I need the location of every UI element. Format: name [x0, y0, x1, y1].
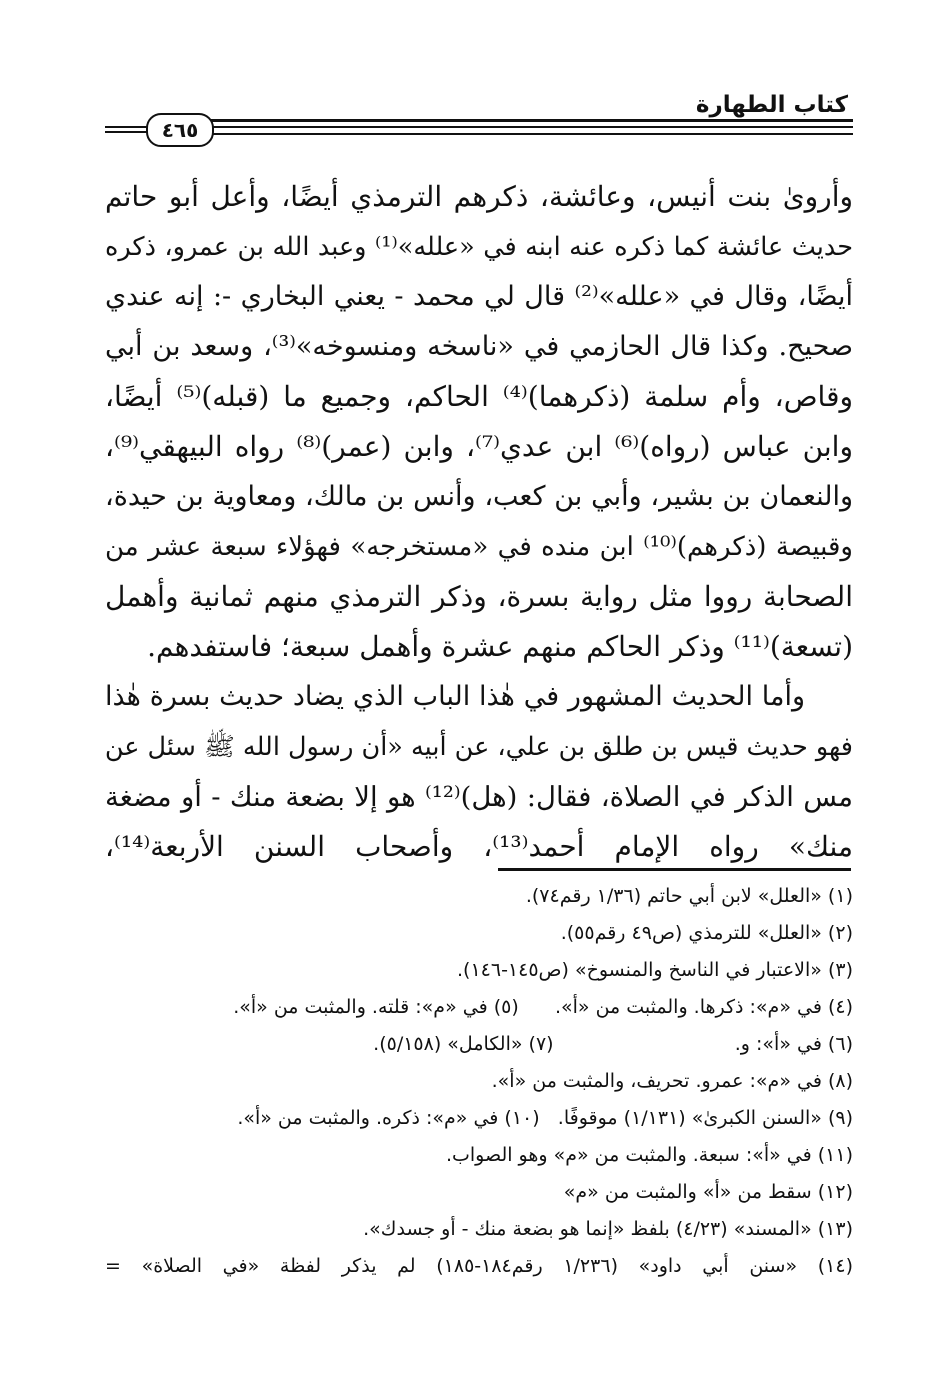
text-line: (تسعة)⁽¹¹⁾ وذكر الحاكم منهم عشرة وأهمل سبعة؛ فاستفدهم. [147, 630, 853, 663]
footnote: (٩) «السنن الكبرىٰ» (١/١٣١) موقوفًا. (١٠) في «م»: ذكره. والمثبت من «أ». [237, 1107, 853, 1129]
page-number: ٤٦٥ [161, 118, 199, 142]
footnote: (٤) في «م»: ذكرها. والمثبت من «أ». (٥) في «م»: قلته. والمثبت من «أ». [233, 996, 853, 1018]
footnote-separator [498, 868, 851, 871]
footnote: (٨) في «م»: عمرو. تحريف، والمثبت من «أ». [491, 1070, 853, 1092]
footnotes [105, 878, 853, 1285]
header-rule-left-top [105, 126, 147, 128]
text-line: وقبيصة (ذكرهم)⁽¹⁰⁾ ابن منده في «مستخرجه» فهؤلاء سبعة عشر من [105, 532, 853, 562]
text-line: فهو حديث قيس بن طلق بن علي، عن أبيه «أن رسول الله ﷺ سئل عن [104, 732, 853, 762]
text-line: مس الذكر في الصلاة، فقال: (هل)⁽¹²⁾ هو إلا بضعة منك - أو مضغة [105, 781, 853, 813]
header-rule-left-bottom [105, 131, 147, 133]
text-line: منك» رواه الإمام أحمد⁽¹³⁾، وأصحاب السنن الأربعة⁽¹⁴⁾، [105, 830, 853, 863]
header-rule-top [210, 119, 853, 122]
header-rule-middle [210, 126, 853, 128]
text-line: وقاص، وأم سلمة (ذكرهما)⁽⁴⁾ الحاكم، وجميع ما (قبله)⁽⁵⁾ أيضًا، [105, 380, 853, 413]
footnote: (١٢) سقط من «أ» والمثبت من «م» [563, 1181, 853, 1203]
footnote: (٦) في «أ»: و. (٧) «الكامل» (٥/١٥٨). [373, 1033, 853, 1055]
text-line: الصحابة رووا مثل رواية بسرة، وذكر الترمذي منهم ثمانية وأهمل [105, 580, 853, 613]
footnote: (١١) في «أ»: سبعة. والمثبت من «م» وهو الصواب. [445, 1144, 853, 1166]
text-line: وأرویٰ بنت أنيس، وعائشة، ذكرهم الترمذي أيضًا، وأعل أبو حاتم [105, 180, 853, 213]
text-line: حديث عائشة كما ذكره عنه ابنه في «علله»⁽¹⁾ وعبد الله بن عمرو، ذكره [105, 232, 854, 262]
footnote: (٣) «الاعتبار في الناسخ والمنسوخ» (ص١٤٥-١٤٦). [456, 959, 853, 981]
footnote: (٢) «العلل» للترمذي (ص٤٩ رقم٥٥). [560, 922, 853, 944]
text-line: صحيح. وكذا قال الحازمي في «ناسخه ومنسوخه»⁽³⁾، وسعد بن أبي [105, 331, 853, 362]
main-text [105, 172, 853, 872]
page-header-title: كتاب الطهارة [695, 92, 848, 118]
text-line: وابن عباس (رواه)⁽⁶⁾ ابن عدي⁽⁷⁾، وابن (عمر)⁽⁸⁾ رواه البيهقي⁽⁹⁾، [105, 430, 853, 463]
footnote: (١٤) «سنن أبي داود» (١/٢٣٦ رقم١٨٤-١٨٥) لم يذكر لفظة «في الصلاة» = [105, 1255, 853, 1277]
page-number-badge [146, 113, 214, 147]
text-line: وأما الحديث المشهور في هٰذا الباب الذي يضاد حديث بسرة هٰذا [105, 681, 805, 712]
text-line: أيضًا، وقال في «علله»⁽²⁾ قال لي محمد - يعني البخاري -: إنه عندي [105, 281, 854, 312]
footnote: (١) «العلل» لابن أبي حاتم (١/٣٦ رقم٧٤). [525, 885, 853, 907]
header-rule-bottom [210, 133, 853, 135]
text-line: والنعمان بن بشير، وأبي بن كعب، وأنس بن مالك، ومعاوية بن حيدة، [105, 481, 853, 512]
footnote: (١٣) «المسند» (٤/٢٣) بلفظ «إنما هو بضعة منك - أو جسدك». [363, 1218, 853, 1240]
